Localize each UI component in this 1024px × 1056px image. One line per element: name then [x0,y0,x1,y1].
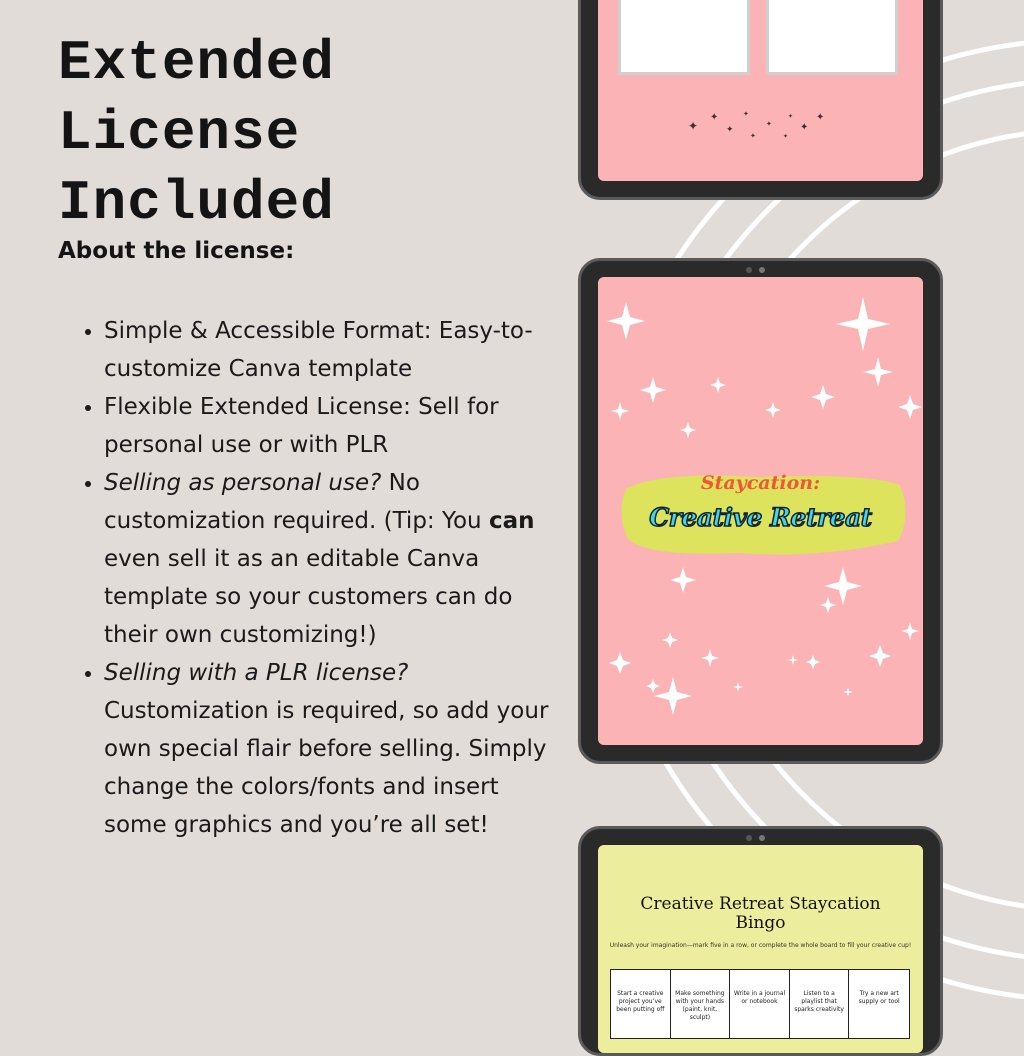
bullet-text: No customization required. (Tip: You [104,470,489,534]
license-bullet-list [58,312,554,844]
svg-text:✦: ✦ [800,122,809,133]
photo-placeholder [766,0,898,75]
svg-text:✦: ✦ [710,112,719,123]
tablet-bingo-page [578,826,943,1056]
bingo-cell: Make something with your hands (paint, knit, sculpt) [671,970,731,1038]
bullet-text: Flexible Extended License: Sell for personal use or with PLR [104,394,499,458]
photo-placeholder [618,0,750,75]
bullet-text: Selling as personal use? [104,470,382,496]
bingo-cell: Start a creative project you’ve been putting off [611,970,671,1038]
bingo-subtitle: Unleash your imagination—mark five in a row, or complete the whole board to fill your creative cup! [609,942,912,949]
svg-text:✦: ✦ [783,133,789,140]
svg-text:✦: ✦ [743,110,749,118]
headline [58,28,538,238]
tablet-camera [746,835,776,841]
bullet-text: even sell it as an editable Canva template so your customers can do their own customizing!) [104,546,513,648]
svg-text:✦: ✦ [726,125,734,135]
bullet-text: Selling with a PLR license? [104,660,409,686]
cover-title-line-1: Staycation: [700,472,821,494]
license-bullet-item [104,464,554,654]
license-bullet-item [104,388,554,464]
headline-line-2: License [58,101,301,165]
bingo-title: Creative Retreat Staycation Bingo [640,894,881,933]
tablet-cover-page [578,258,943,764]
tablet-camera [746,267,776,273]
svg-text:✦: ✦ [816,112,825,123]
tablet-screen [598,277,923,745]
bullet-text: Customization is required, so add your own special flair before selling. Simply change the colors/fonts and insert some graphics and you’re all set! [104,698,549,838]
about-license-heading: About the license: [58,238,295,264]
bullet-text: Simple & Accessible Format: Easy-to-customize Canva template [104,318,533,382]
bullet-text: can [488,508,535,534]
cover-title-line-2: Creative Retreat [649,503,872,532]
tablet-photo-page [578,0,943,200]
tablet-screen [598,0,923,181]
svg-text:✦: ✦ [688,119,699,133]
bingo-grid [610,969,910,1039]
tablet-screen [598,845,923,1053]
bingo-cell: Try a new art supply or tool [858,990,900,1005]
license-bullet-item [104,312,554,388]
svg-text:✦: ✦ [788,113,794,120]
svg-text:✦: ✦ [766,120,772,128]
license-bullet-item [104,654,554,844]
headline-line-1: Extended [58,31,335,95]
sparkle-decoration [688,108,838,148]
bingo-cell: Listen to a playlist that sparks creativity [790,970,850,1038]
headline-line-3: Included [58,171,335,235]
svg-text:✦: ✦ [750,132,756,140]
bingo-cell: Write in a journal or notebook [730,970,790,1038]
